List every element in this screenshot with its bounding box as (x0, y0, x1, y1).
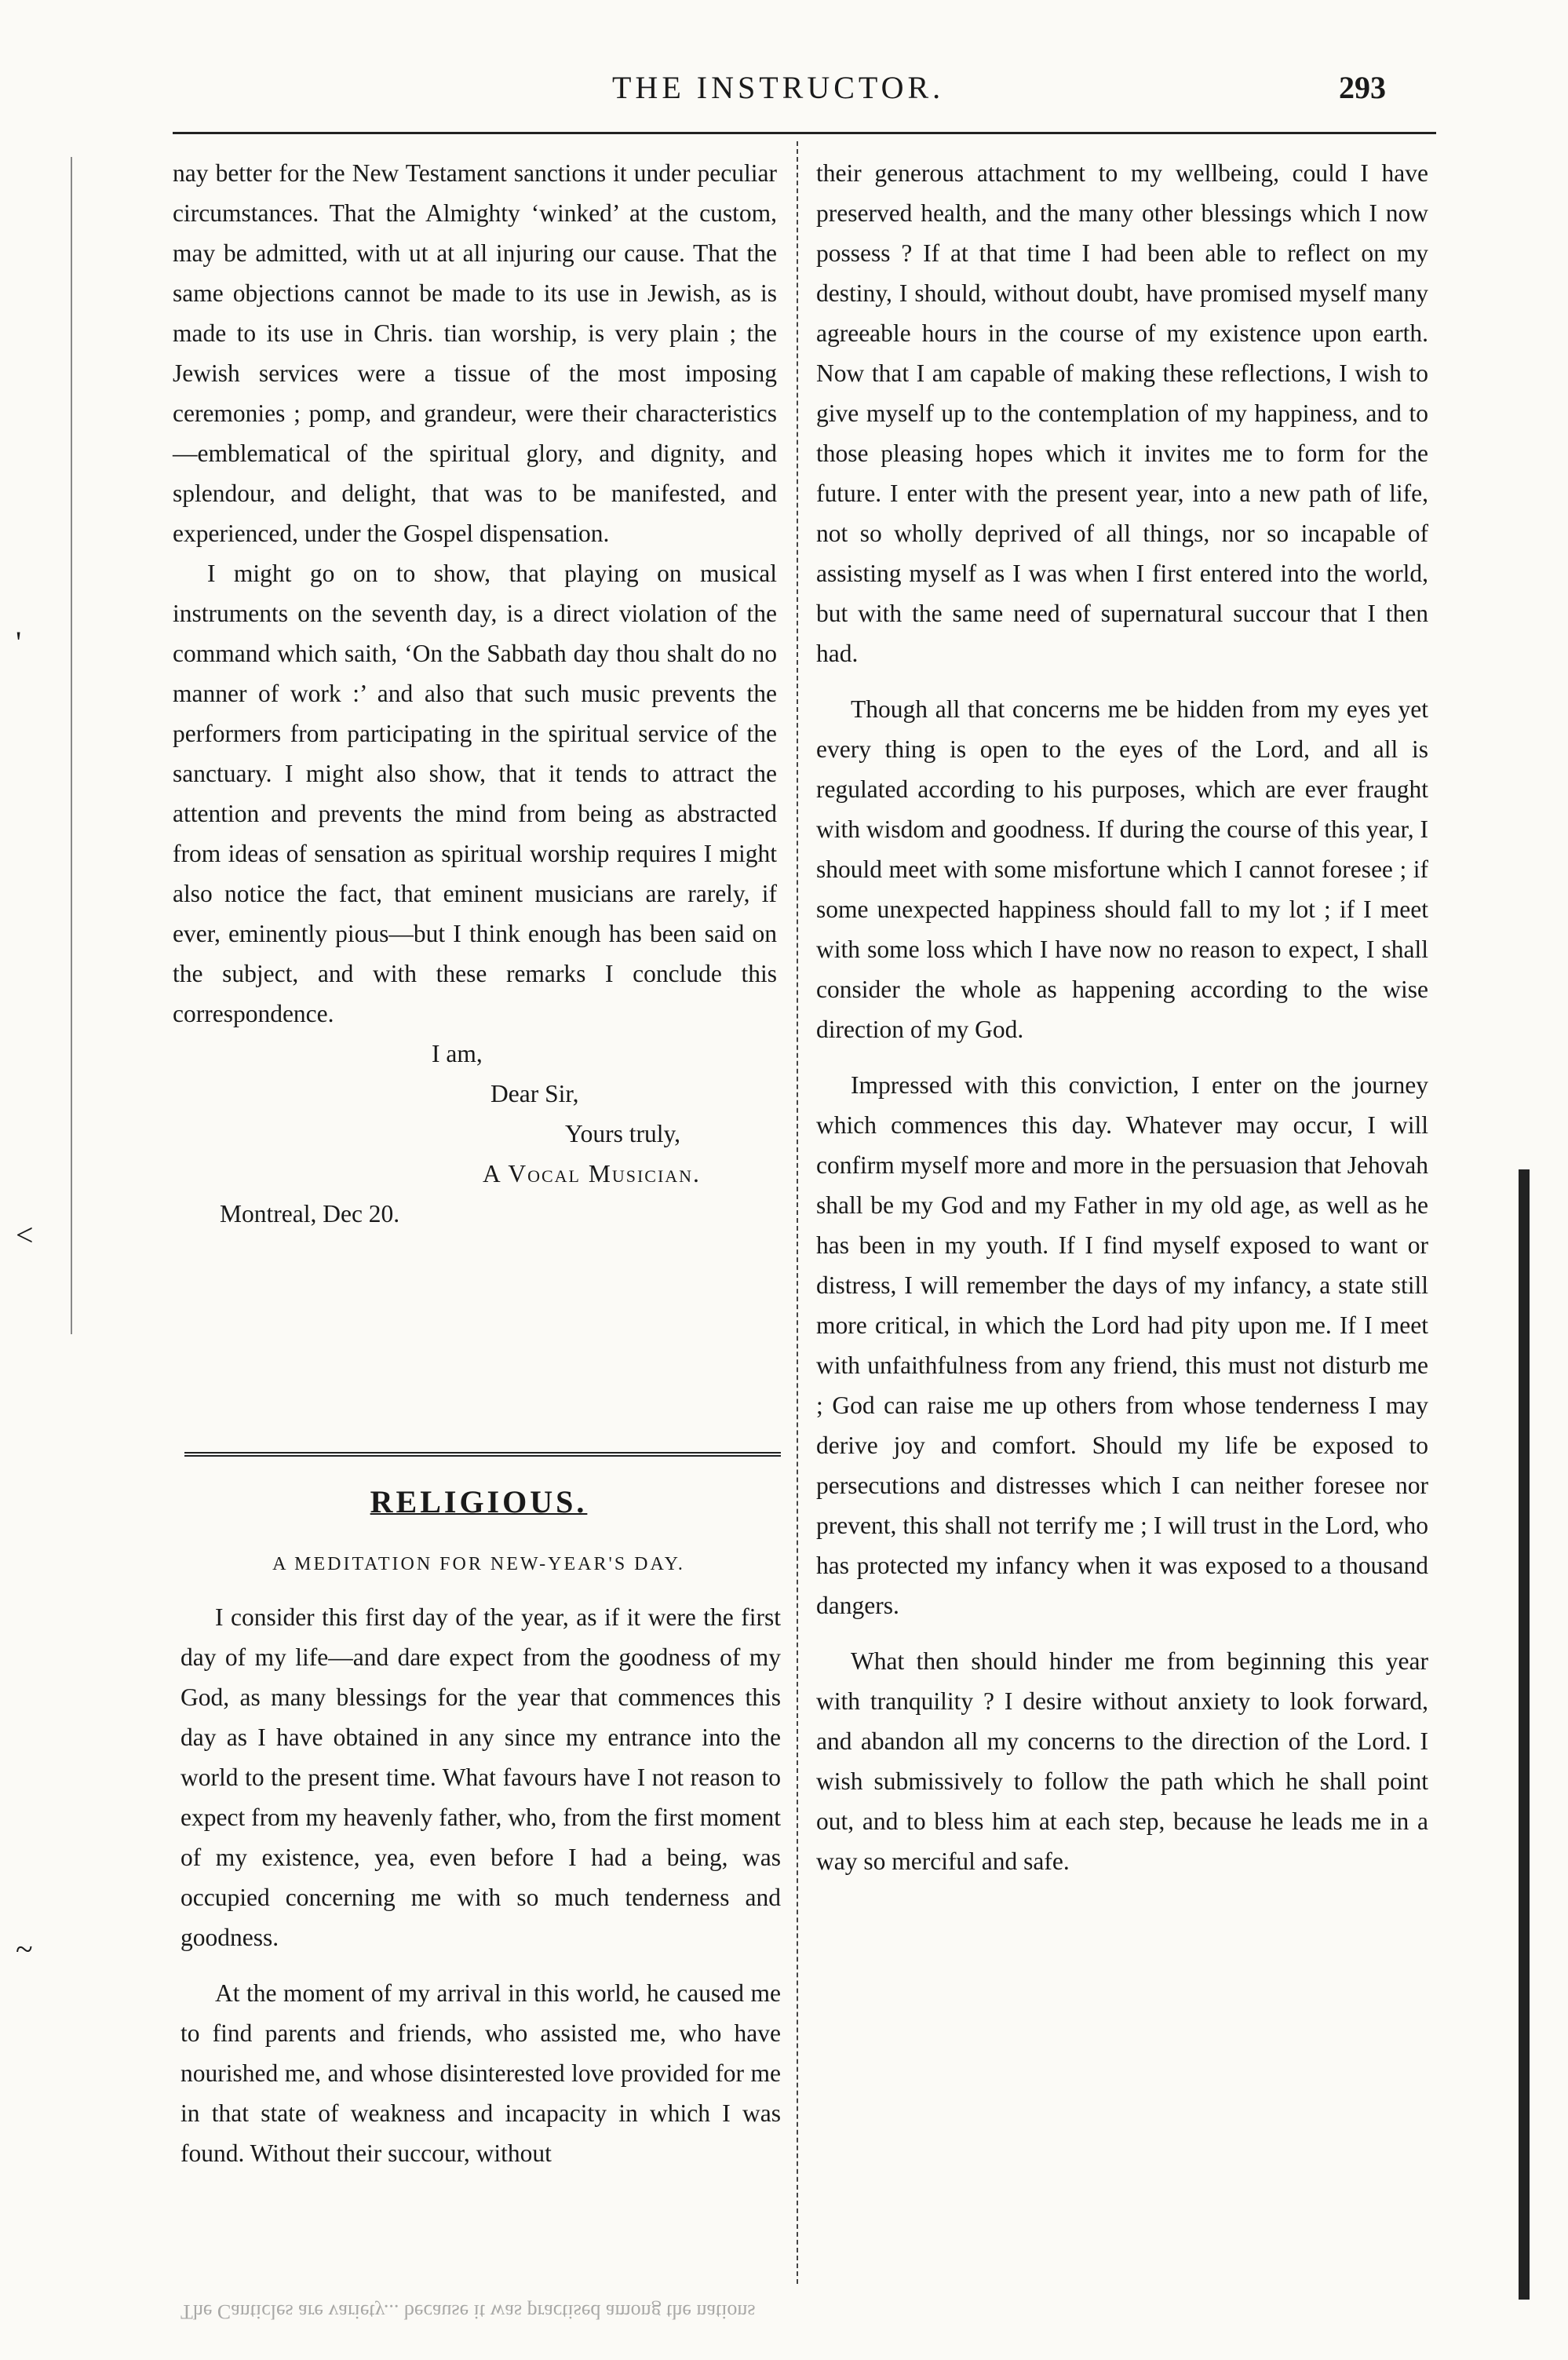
paragraph: their generous attachment to my wellbeing, could I have preserved health, and the many other blessings which I now possess ? If at that time I had been able to reflect on my destiny, I should, without doubt, have promised myself many agreeable hours in the course of my existence upon earth. Now that I am capable of making these reflections, I wish to give myself up to the contemplation of my happiness, and to those pleasing hopes which it invites me to form for the future. I enter with the present year, into a new path of life, not so wholly deprived of all things, nor so incapable of assisting myself as I was when I first entered into the world, but with the same need of supernatural succour that I then had. (816, 159, 1428, 667)
section-heading: RELIGIOUS. (370, 1484, 588, 1519)
paragraph: nay better for the New Testament sanctions it under peculiar circumstances. That the Almighty ‘winked’ at the custom, may be admitted, with ut at all injuring our cause. That the same objections cannot be made to its use in Jewish, as is made to its use in Chris. tian worship, is very plain ; the Jewish services were a tissue of the most imposing ceremonies ; pomp, and grandeur, were their characteristics—emblematical of the spiritual glory, and dignity, and splendour, and delight, that was to be manifested, and experienced, under the Gospel dispensation. (173, 159, 777, 547)
left-column-top (173, 153, 777, 1234)
paragraph: What then should hinder me from beginning this year with tranquility ? I desire without anxiety to look forward, and abandon all my concerns to the direction of the Lord. I wish submissively to follow the path which he shall point out, and to bless him at each step, because he leads me in a way so merciful and safe. (816, 1647, 1428, 1875)
page-header (0, 69, 1568, 124)
signature-line: I am, (432, 1040, 483, 1067)
paragraph: I might go on to show, that playing on musical instruments on the seventh day, is a direct violation of the command which saith, ‘On the Sabbath day thou shalt do no manner of work :’ and also that such music prevents the performers from participating in the spiritual service of the sanctuary. I might also show, that it tends to attract the attention and prevents the mind from being as abstracted from ideas of sensation as spiritual worship requires I might also notice the fact, that eminent musicians are rarely, if ever, eminently pious—but I think enough has been said on the subject, and with these remarks I conclude this correspondence. (173, 560, 777, 1027)
paragraph: Impressed with this conviction, I enter on the journey which commences this day. Whatever may occur, I will confirm myself more and more in the persuasion that Jehovah shall be my God and my Father in my old age, as well as he has been in my youth. If I find myself exposed to want or distress, I will remember the days of my infancy, a state still more critical, in which the Lord had pity upon me. If I meet with unfaithfulness from any friend, this must not disturb me ; God can raise me up others from whose tenderness I may derive joy and comfort. Should my life be exposed to persecutions and distresses which I can neither foresee nor prevent, this shall not terrify me ; I will trust in the Lord, who has protected my infancy when it was exposed to a thousand dangers. (816, 1071, 1428, 1619)
signature-name: A Vocal Musician. (483, 1160, 701, 1187)
left-margin-marks (0, 157, 94, 2041)
margin-scrap: ˂ (16, 1217, 34, 1253)
dateline: Montreal, Dec 20. (220, 1200, 400, 1227)
paragraph: At the moment of my arrival in this world, he caused me to find parents and friends, who assisted me, who have nourished me, and whose disinterested love provided for me in that state of weakness and incapacity in which I was found. Without their succour, without (181, 1979, 781, 2167)
right-column (816, 153, 1428, 1881)
margin-scrap: ' (16, 625, 22, 660)
signature-line: Dear Sir, (490, 1080, 579, 1107)
left-column-bottom (181, 1597, 781, 2173)
column-divider (797, 141, 798, 2284)
section-rule (184, 1452, 781, 1457)
margin-rule (71, 157, 72, 1334)
signature-line: Yours truly, (565, 1120, 681, 1147)
paragraph: I consider this first day of the year, as if it were the first day of my life—and dare expect from the goodness of my God, as many blessings for the year that commences this day as I have obtained in any since my entrance into the world to the present time. What favours have I not reason to expect from my heavenly father, who, from the first moment of my existence, yea, even before I had a being, was occupied concerning me with so much tenderness and goodness. (181, 1603, 781, 1951)
article-title: A MEDITATION FOR NEW-YEAR'S DAY. (272, 1554, 685, 1574)
header-rule (173, 132, 1436, 134)
running-title: THE INSTRUCTOR. (612, 70, 945, 105)
signature-block (173, 1034, 777, 1234)
binding-shadow (1519, 1169, 1530, 2300)
paragraph: Though all that concerns me be hidden from my eyes yet every thing is open to the eyes of the Lord, and all is regulated according to his purposes, which are ever fraught with wisdom and goodness. If during the course of this year, I should meet with some misfortune which I cannot foresee ; if some unexpected happiness should fall to my lot ; if I meet with some loss which I have now no reason to expect, I shall consider the whole as happening according to the wise direction of my God. (816, 695, 1428, 1043)
bleed-through-text: The Canticles are variety... because it was practised among the nations (181, 2300, 756, 2323)
margin-scrap: ~ (16, 1931, 33, 1967)
page-number: 293 (1339, 70, 1386, 105)
